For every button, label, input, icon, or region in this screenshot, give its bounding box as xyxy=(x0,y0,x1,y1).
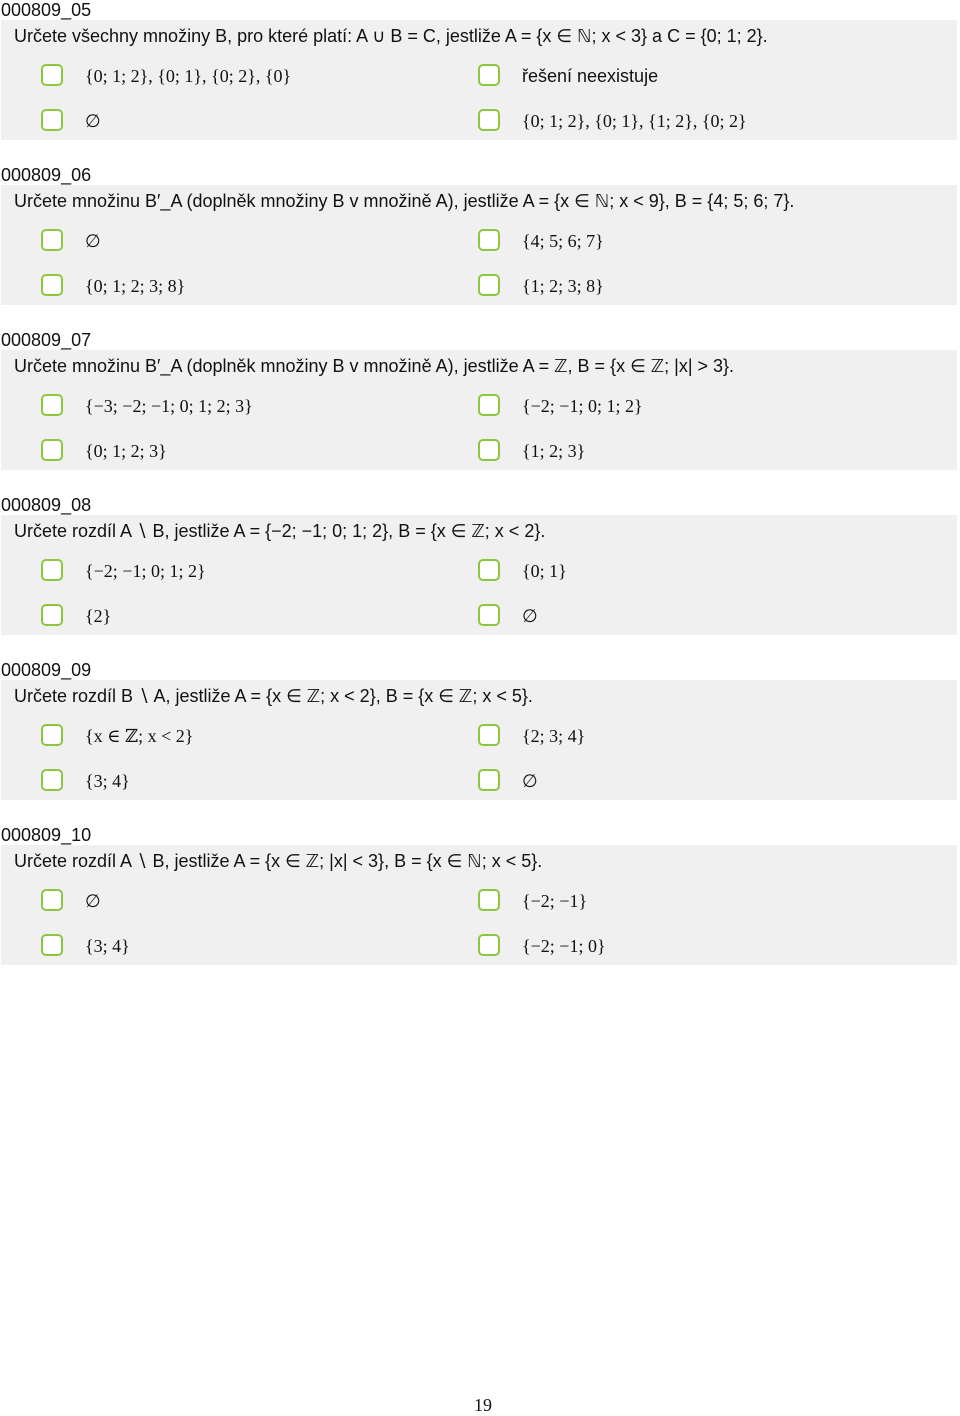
checkbox[interactable] xyxy=(478,559,500,581)
option-text: {2; 3; 4} xyxy=(522,726,586,746)
option-text: ∅ xyxy=(522,606,538,626)
option-text: {1; 2; 3} xyxy=(522,441,586,461)
problem-panel xyxy=(1,185,957,305)
checkbox[interactable] xyxy=(41,724,63,746)
option-text: {0; 1; 2; 3} xyxy=(85,441,167,461)
checkbox[interactable] xyxy=(41,229,63,251)
checkbox[interactable] xyxy=(478,934,500,956)
checkbox[interactable] xyxy=(41,439,63,461)
option-text: {2} xyxy=(85,606,112,626)
option-text: {0; 1; 2; 3; 8} xyxy=(85,276,186,296)
problem-id: 000809_06 xyxy=(1,165,92,185)
problem-id: 000809_07 xyxy=(1,330,92,350)
checkbox[interactable] xyxy=(41,559,63,581)
problem-panel xyxy=(1,515,957,635)
question-text: Určete rozdíl A ∖ B, jestliže A = {−2; −1; 0; 1; 2}, B = {x ∈ ℤ; x < 2}. xyxy=(14,521,546,541)
checkbox[interactable] xyxy=(478,769,500,791)
option-text: ∅ xyxy=(522,771,538,791)
question-text: Určete rozdíl A ∖ B, jestliže A = {x ∈ ℤ; |x| < 3}, B = {x ∈ ℕ; x < 5}. xyxy=(14,851,543,871)
problem-id: 000809_10 xyxy=(1,825,92,845)
option-text: ∅ xyxy=(85,231,101,251)
option-text: {3; 4} xyxy=(85,771,130,791)
page-number: 19 xyxy=(474,1395,492,1415)
option-text: {1; 2; 3; 8} xyxy=(522,276,604,296)
option-text: {−2; −1} xyxy=(522,891,588,911)
option-text: {0; 1; 2}, {0; 1}, {1; 2}, {0; 2} xyxy=(522,111,747,131)
problem-panel xyxy=(1,680,957,800)
checkbox[interactable] xyxy=(41,769,63,791)
option-text: {3; 4} xyxy=(85,936,130,956)
problem-panel xyxy=(1,20,957,140)
checkbox[interactable] xyxy=(478,724,500,746)
option-text: {−2; −1; 0; 1; 2} xyxy=(522,396,643,416)
option-text: {4; 5; 6; 7} xyxy=(522,231,604,251)
checkbox[interactable] xyxy=(41,934,63,956)
option-text: {−2; −1; 0; 1; 2} xyxy=(85,561,206,581)
option-text: {−2; −1; 0} xyxy=(522,936,606,956)
question-text: Určete množinu B′_A (doplněk množiny B v množině A), jestliže A = ℤ, B = {x ∈ ℤ; |x| > 3}. xyxy=(14,356,735,376)
question-text: Určete všechny množiny B, pro které platí: A ∪ B = C, jestliže A = {x ∈ ℕ; x < 3} a C = {0; 1; 2}. xyxy=(14,26,768,46)
checkbox[interactable] xyxy=(478,109,500,131)
checkbox[interactable] xyxy=(478,439,500,461)
option-text: {0; 1} xyxy=(522,561,567,581)
checkbox[interactable] xyxy=(478,889,500,911)
checkbox[interactable] xyxy=(41,109,63,131)
problem-panel xyxy=(1,845,957,965)
option-text: ∅ xyxy=(85,111,101,131)
question-text: Určete množinu B′_A (doplněk množiny B v množině A), jestliže A = {x ∈ ℕ; x < 9}, B = {4; 5; 6; 7}. xyxy=(14,191,795,211)
checkbox[interactable] xyxy=(41,889,63,911)
checkbox[interactable] xyxy=(41,394,63,416)
option-text: {x ∈ ℤ; x < 2} xyxy=(85,726,194,746)
option-text: {−3; −2; −1; 0; 1; 2; 3} xyxy=(85,396,253,416)
checkbox[interactable] xyxy=(41,604,63,626)
checkbox[interactable] xyxy=(478,64,500,86)
problem-id: 000809_05 xyxy=(1,0,92,20)
checkbox[interactable] xyxy=(478,229,500,251)
option-text: ∅ xyxy=(85,891,101,911)
problem-panel xyxy=(1,350,957,470)
checkbox[interactable] xyxy=(478,274,500,296)
question-text: Určete rozdíl B ∖ A, jestliže A = {x ∈ ℤ; x < 2}, B = {x ∈ ℤ; x < 5}. xyxy=(14,686,533,706)
problem-id: 000809_08 xyxy=(1,495,92,515)
option-text: řešení neexistuje xyxy=(522,66,659,86)
checkbox[interactable] xyxy=(478,394,500,416)
checkbox[interactable] xyxy=(478,604,500,626)
checkbox[interactable] xyxy=(41,64,63,86)
problem-id: 000809_09 xyxy=(1,660,92,680)
option-text: {0; 1; 2}, {0; 1}, {0; 2}, {0} xyxy=(85,66,292,86)
checkbox[interactable] xyxy=(41,274,63,296)
